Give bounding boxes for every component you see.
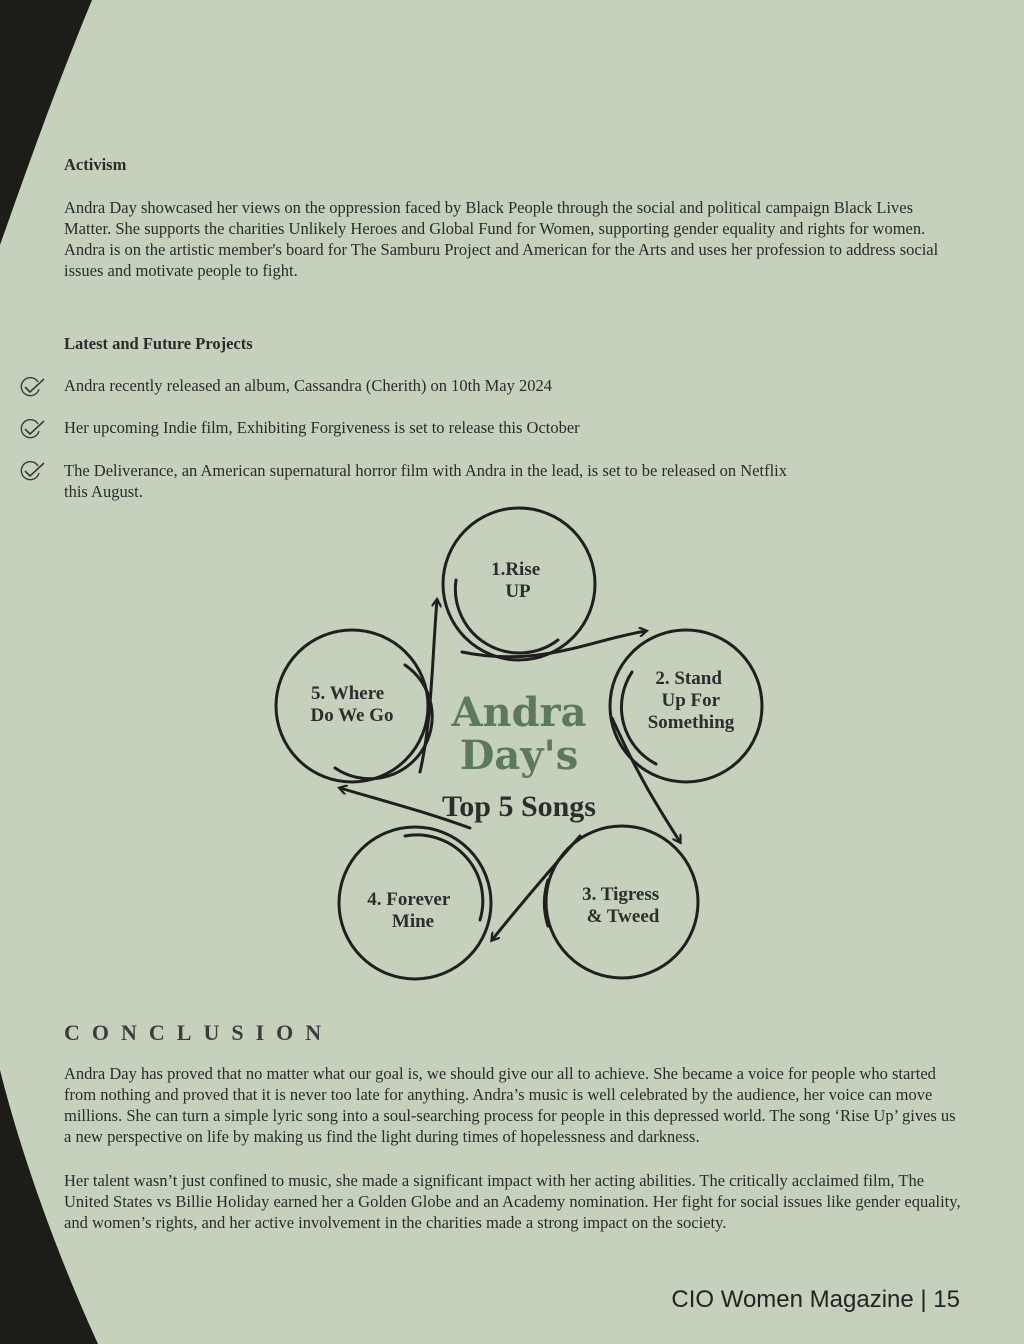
arrow-3-to-4	[492, 836, 580, 940]
song-label-3: 3. Tigress & Tweed	[582, 884, 660, 927]
activism-heading: Activism	[64, 155, 127, 174]
song-label-1: 1.Rise UP	[491, 559, 541, 602]
diagram-title-line1: Andra	[451, 689, 587, 736]
conclusion-heading: CONCLUSION	[64, 1020, 334, 1045]
project-item: Andra recently released an album, Cassandra (Cherith) on 10th May 2024	[64, 376, 552, 395]
projects-heading: Latest and Future Projects	[64, 334, 253, 353]
activism-paragraph: Andra Day showcased her views on the oppression faced by Black People through the social and political campaign Black Lives Matter. She supports the charities Unlikely Heroes and Global Fund for Women, supporting gender equality and rights for women. Andra is on the artistic member's board for The Samburu Project and American for the Arts and uses her profession to address social issues and motivate people to fight.	[64, 198, 939, 280]
conclusion-paragraph-2: Her talent wasn’t just confined to music, she made a significant impact with her acting abilities. The critically acclaimed film, The United States vs Billie Holiday earned her a Golden Globe and an Academy nomination. Her fight for social issues like gender equality, and women’s rights, and her active involvement in the charities made a strong impact on the society.	[64, 1171, 961, 1232]
diagram-subtitle: Top 5 Songs	[442, 790, 596, 823]
diagram-title-line2: Day's	[459, 732, 579, 779]
page-footer: CIO Women Magazine | 15	[671, 1286, 960, 1313]
song-label-2: 2. Stand Up For Something	[647, 668, 735, 733]
conclusion-paragraph-1: Andra Day has proved that no matter what our goal is, we should give our all to achieve. She became a voice for people who started from nothing and proved that it is never too late for anything. Andra’s music is well celebrated by the audience, her voice can move millions. She can turn a simple lyric song into a soul-searching process for people in this depressed world. The song ‘Rise Up’ gives us a new perspective on life by making us find the light during times of hopelessness and darkness.	[64, 1064, 956, 1146]
arrow-5-to-1	[420, 600, 437, 772]
song-label-5: 5. Where Do We Go	[310, 683, 394, 726]
project-item: Her upcoming Indie film, Exhibiting Forgiveness is set to release this October	[64, 418, 580, 437]
song-label-4: 4. Forever Mine	[367, 889, 450, 932]
project-item: The Deliverance, an American supernatural horror film with Andra in the lead, is set to be released on Netflix this August.	[64, 461, 787, 501]
